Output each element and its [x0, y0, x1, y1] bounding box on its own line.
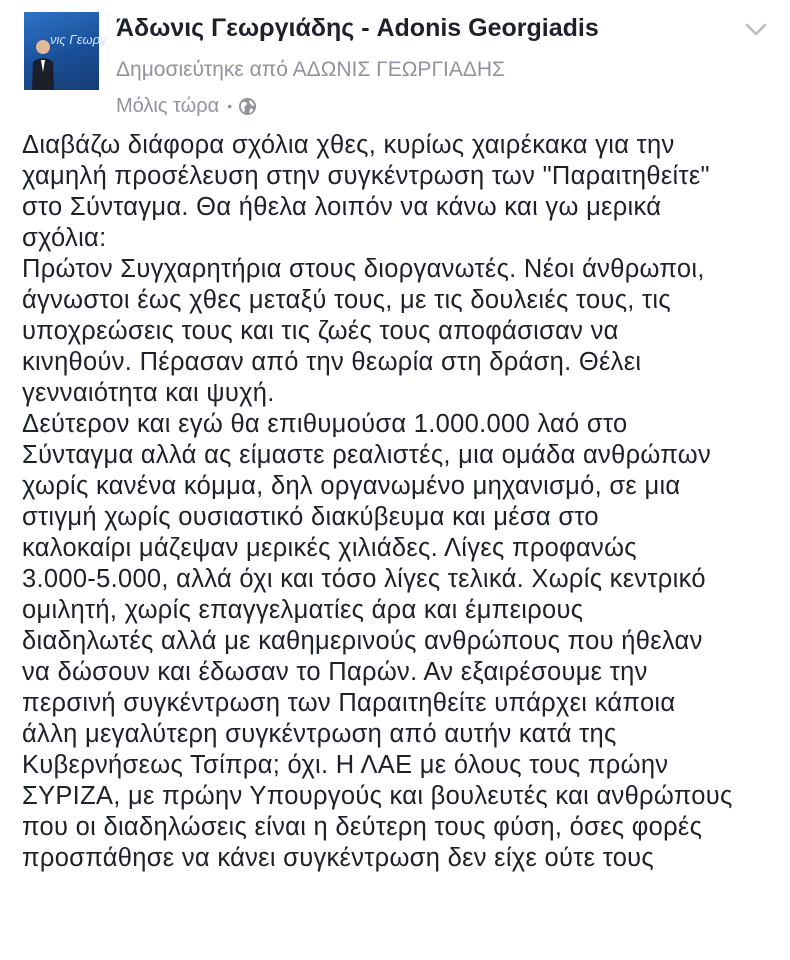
post-text-line: χωρίς κανένα κόμμα, δηλ οργανωμένο μηχανισμό, σε μια — [22, 472, 681, 500]
post-text-line: διαδηλωτές αλλά με καθημερινούς ανθρώπους που ήθελαν — [22, 627, 703, 655]
separator-dot: • — [227, 98, 233, 114]
post-text-line: Σύνταγμα αλλά ας είμαστε ρεαλιστές, μια ομάδα ανθρώπων — [22, 441, 712, 469]
post-text-line: ΣΥΡΙΖΑ, με πρώην Υπουργούς και βουλευτές και ανθρώπους — [22, 782, 733, 810]
post-text-line: 3.000-5.000, αλλά όχι και τόσο λίγες τελικά. Χωρίς κεντρικό — [22, 565, 706, 593]
globe-icon — [238, 97, 257, 116]
post-text-line: περσινή συγκέντρωση των Παραιτηθείτε υπάρχει κάποια — [22, 689, 676, 717]
post-text-line: υποχρεώσεις τους και τις ζωές τους αποφάσισαν να — [22, 317, 619, 345]
post-text-line: στο Σύνταγμα. Θα ήθελα λοιπόν να κάνω και γω μερικά — [22, 193, 662, 221]
chevron-down-icon[interactable] — [744, 22, 768, 38]
post-header — [0, 0, 790, 120]
post-text-line: γενναιότητα και ψυχή. — [22, 379, 275, 407]
post-text-line: χαμηλή προσέλευση στην συγκέντρωση των "Παραιτηθείτε" — [22, 162, 710, 190]
post-text-line: ομιλητή, χωρίς επαγγελματίες άρα και έμπειρους — [22, 596, 584, 624]
post-text-line: καλοκαίρι μάζεψαν μερικές χιλιάδες. Λίγες προφανώς — [22, 534, 637, 562]
post-text-line: σχόλια: — [22, 224, 107, 252]
post-text-line: στιγμή χωρίς ουσιαστικό διακύβευμα και μέσα στο — [22, 503, 599, 531]
post-text-line: Κυβερνήσεως Τσίπρα; όχι. Η ΛΑΕ με όλους τους πρώην — [22, 751, 669, 779]
post-text-line: που οι διαδηλώσεις είναι η δεύτερη τους φύση, όσες φορές — [22, 813, 703, 841]
avatar-person-silhouette — [30, 38, 56, 90]
post-text-line: Δεύτερον και εγώ θα επιθυμούσα 1.000.000 λαό στο — [22, 410, 628, 438]
post-text-line: κινηθούν. Πέρασαν από την θεωρία στη δράση. Θέλει — [22, 348, 642, 376]
timestamp[interactable]: Μόλις τώρα — [116, 94, 220, 117]
published-by: Δημοσιεύτηκε από ΑΔΩΝΙΣ ΓΕΩΡΓΙΑΔΗΣ — [116, 58, 506, 81]
post-text-line: Πρώτον Συγχαρητήρια στους διοργανωτές. Νέοι άνθρωποι, — [22, 255, 705, 283]
post-text-line: να δώσουν και έδωσαν το Παρών. Αν εξαιρέσουμε την — [22, 658, 648, 686]
avatar[interactable] — [24, 12, 107, 90]
author-name[interactable]: Άδωνις Γεωργιάδης - Adonis Georgiadis — [116, 14, 599, 42]
post-text-line: Διαβάζω διάφορα σχόλια χθες, κυρίως χαιρέκακα για την — [22, 131, 675, 159]
post-body-text — [22, 130, 787, 874]
post-text-line: άγνωστοι έως χθες μεταξύ τους, με τις δουλειές τους, τις — [22, 286, 671, 314]
timestamp-row — [116, 94, 257, 118]
post-text-line: άλλη μεγαλύτερη συγκέντρωση από αυτήν κατά της — [22, 720, 617, 748]
post-text-line: προσπάθησε να κάνει συγκέντρωση δεν είχε ούτε τους — [22, 844, 655, 872]
avatar-banner-text: νις Γεωργ — [50, 32, 107, 47]
